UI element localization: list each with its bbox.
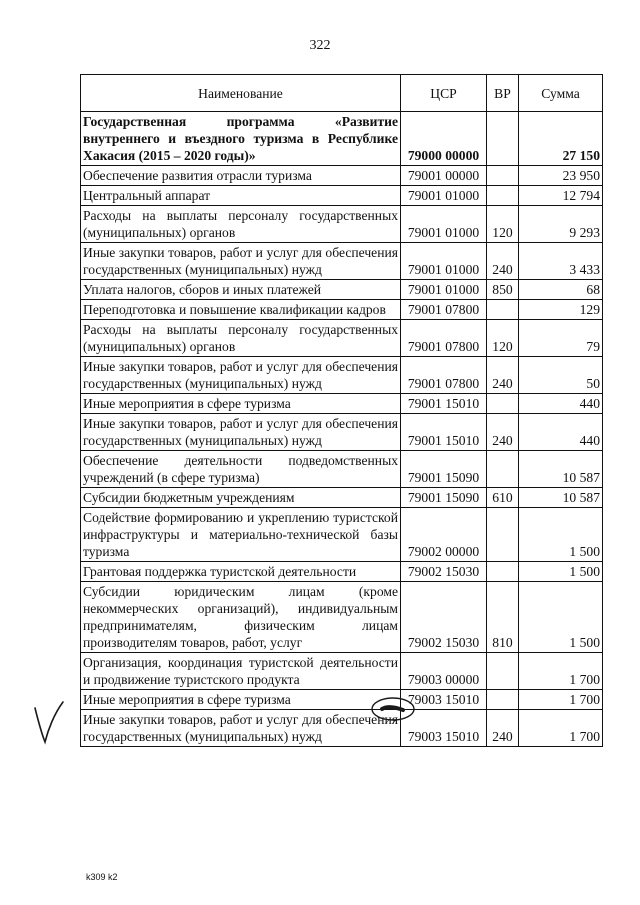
cell-vr <box>487 166 519 186</box>
table-row <box>81 690 603 710</box>
header-vr: ВР <box>487 75 519 112</box>
cell-csr: 79003 15010 <box>401 710 487 747</box>
cell-name: Иные закупки товаров, работ и услуг для обеспечения государственных (муниципальных) нужд <box>81 414 401 451</box>
document-code: k309 k2 <box>86 872 118 882</box>
cell-name: Иные закупки товаров, работ и услуг для обеспечения государственных (муниципальных) нужд <box>81 243 401 280</box>
table-row <box>81 653 603 690</box>
table-row <box>81 710 603 747</box>
table-row <box>81 357 603 394</box>
checkmark-icon <box>32 700 66 746</box>
cell-sum: 1 700 <box>519 653 603 690</box>
cell-vr: 120 <box>487 206 519 243</box>
table-row <box>81 320 603 357</box>
cell-csr: 79001 01000 <box>401 280 487 300</box>
cell-sum: 3 433 <box>519 243 603 280</box>
table-row <box>81 280 603 300</box>
cell-vr <box>487 562 519 582</box>
cell-vr: 610 <box>487 488 519 508</box>
cell-csr: 79003 00000 <box>401 653 487 690</box>
cell-name: Государственная программа «Развитие внутреннего и въездного туризма в Республике Хакасия (2015 – 2020 годы)» <box>81 112 401 166</box>
table-row <box>81 394 603 414</box>
cell-name: Центральный аппарат <box>81 186 401 206</box>
cell-sum: 10 587 <box>519 451 603 488</box>
table-row <box>81 488 603 508</box>
cell-name: Расходы на выплаты персоналу государственных (муниципальных) органов <box>81 320 401 357</box>
cell-vr <box>487 112 519 166</box>
table-row <box>81 582 603 653</box>
table-row <box>81 300 603 320</box>
cell-vr <box>487 451 519 488</box>
cell-csr: 79001 15090 <box>401 451 487 488</box>
cell-sum: 27 150 <box>519 112 603 166</box>
cell-sum: 1 500 <box>519 582 603 653</box>
cell-name: Переподготовка и повышение квалификации кадров <box>81 300 401 320</box>
cell-name: Грантовая поддержка туристской деятельности <box>81 562 401 582</box>
header-sum: Сумма <box>519 75 603 112</box>
cell-csr: 79001 00000 <box>401 166 487 186</box>
header-name: Наименование <box>81 75 401 112</box>
cell-csr: 79001 07800 <box>401 300 487 320</box>
cell-csr: 79000 00000 <box>401 112 487 166</box>
cell-csr: 79002 15030 <box>401 562 487 582</box>
cell-sum: 12 794 <box>519 186 603 206</box>
cell-name: Обеспечение развития отрасли туризма <box>81 166 401 186</box>
cell-name: Субсидии бюджетным учреждениям <box>81 488 401 508</box>
page-number: 322 <box>309 38 331 53</box>
cell-csr: 79001 01000 <box>401 206 487 243</box>
cell-vr: 120 <box>487 320 519 357</box>
cell-csr: 79003 15010 <box>401 690 487 710</box>
cell-name: Организация, координация туристской деятельности и продвижение туристского продукта <box>81 653 401 690</box>
cell-name: Иные закупки товаров, работ и услуг для обеспечения государственных (муниципальных) нужд <box>81 710 401 747</box>
cell-name: Расходы на выплаты персоналу государственных (муниципальных) органов <box>81 206 401 243</box>
cell-csr: 79001 15010 <box>401 394 487 414</box>
cell-sum: 68 <box>519 280 603 300</box>
table-row <box>81 206 603 243</box>
cell-name: Содействие формированию и укреплению туристской инфраструктуры и материально-технической базы туризма <box>81 508 401 562</box>
cell-sum: 440 <box>519 414 603 451</box>
cell-sum: 129 <box>519 300 603 320</box>
cell-vr: 240 <box>487 243 519 280</box>
table-row <box>81 186 603 206</box>
cell-sum: 1 700 <box>519 710 603 747</box>
table-row <box>81 243 603 280</box>
cell-name: Иные закупки товаров, работ и услуг для обеспечения государственных (муниципальных) нужд <box>81 357 401 394</box>
cell-vr: 850 <box>487 280 519 300</box>
header-csr: ЦСР <box>401 75 487 112</box>
cell-name: Субсидии юридическим лицам (кроме некоммерческих организаций), индивидуальным предпринимателям, физическим лицам производителям товаров, работ, услуг <box>81 582 401 653</box>
cell-csr: 79001 15090 <box>401 488 487 508</box>
cell-vr: 240 <box>487 357 519 394</box>
cell-name: Уплата налогов, сборов и иных платежей <box>81 280 401 300</box>
cell-csr: 79001 01000 <box>401 186 487 206</box>
cell-vr <box>487 186 519 206</box>
cell-sum: 23 950 <box>519 166 603 186</box>
cell-csr: 79002 15030 <box>401 582 487 653</box>
cell-sum: 1 500 <box>519 562 603 582</box>
table-row <box>81 166 603 186</box>
cell-sum: 79 <box>519 320 603 357</box>
cell-name: Обеспечение деятельности подведомственных учреждений (в сфере туризма) <box>81 451 401 488</box>
cell-csr: 79002 00000 <box>401 508 487 562</box>
table-row <box>81 451 603 488</box>
cell-csr: 79001 15010 <box>401 414 487 451</box>
cell-csr: 79001 01000 <box>401 243 487 280</box>
table-row <box>81 112 603 166</box>
cell-vr <box>487 394 519 414</box>
header-row <box>81 75 603 112</box>
cell-vr <box>487 653 519 690</box>
cell-name: Иные мероприятия в сфере туризма <box>81 394 401 414</box>
table-row <box>81 508 603 562</box>
table-row <box>81 562 603 582</box>
cell-sum: 440 <box>519 394 603 414</box>
cell-vr <box>487 690 519 710</box>
cell-vr: 810 <box>487 582 519 653</box>
cell-vr <box>487 508 519 562</box>
cell-sum: 1 500 <box>519 508 603 562</box>
cell-sum: 1 700 <box>519 690 603 710</box>
cell-name: Иные мероприятия в сфере туризма <box>81 690 401 710</box>
cell-vr: 240 <box>487 414 519 451</box>
cell-sum: 10 587 <box>519 488 603 508</box>
cell-csr: 79001 07800 <box>401 357 487 394</box>
budget-table <box>80 74 603 747</box>
cell-vr: 240 <box>487 710 519 747</box>
cell-csr: 79001 07800 <box>401 320 487 357</box>
cell-sum: 9 293 <box>519 206 603 243</box>
cell-sum: 50 <box>519 357 603 394</box>
cell-vr <box>487 300 519 320</box>
circle-scribble-icon <box>369 694 417 724</box>
table-row <box>81 414 603 451</box>
